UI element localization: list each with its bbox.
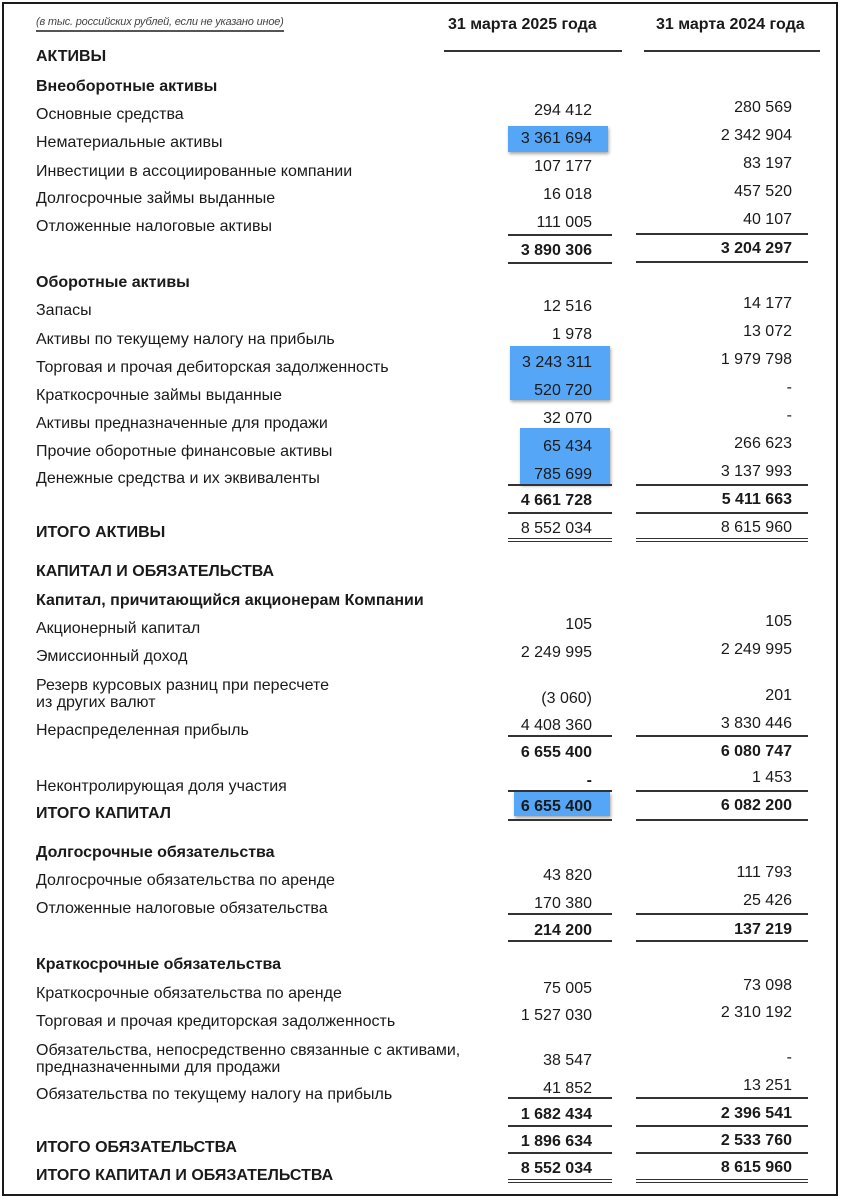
total-rule: [508, 819, 612, 821]
value-2025: 520 720: [534, 382, 592, 399]
value-2025: 75 005: [543, 980, 592, 997]
row-label: Нематериальные активы: [36, 134, 223, 151]
row-label: Краткосрочные обязательства по аренде: [36, 985, 342, 1002]
section-noncurrent-liabilities: Долгосрочные обязательства: [36, 844, 275, 861]
value-2025: 107 177: [534, 158, 592, 175]
value-2024: 2 249 995: [720, 641, 792, 658]
total-rule: [636, 1152, 808, 1154]
row-label: ИТОГО КАПИТАЛ И ОБЯЗАТЕЛЬСТВА: [36, 1167, 334, 1184]
row-label: ИТОГО КАПИТАЛ: [36, 805, 171, 822]
row-label: Активы предназначенные для продажи: [36, 415, 328, 432]
value-2024: 83 197: [743, 155, 792, 172]
row-label: Инвестиции в ассоциированные компании: [36, 163, 353, 180]
row-label: Денежные средства и их эквиваленты: [36, 470, 320, 487]
total-rule: [636, 1125, 808, 1127]
value-2024: 2 342 904: [720, 127, 792, 144]
subtotal-2025: 1 682 434: [520, 1106, 592, 1123]
value-2025: 111 005: [536, 214, 592, 231]
section-shareholders-equity: Капитал, причитающийся акционерам Компании: [36, 592, 424, 609]
row-label: Запасы: [36, 302, 92, 319]
column-header-2025: 31 марта 2025 года: [448, 16, 597, 33]
subtotal-2025: 4 661 728: [520, 492, 592, 509]
balance-sheet-page: [2, 2, 838, 1196]
header-rule-2024: [644, 50, 820, 52]
row-label: Акционерный капитал: [36, 620, 201, 637]
value-2024: 13 251: [743, 1077, 792, 1094]
row-label: Торговая и прочая дебиторская задолженность: [36, 359, 389, 376]
value-2024: 40 107: [743, 211, 792, 228]
total-2024: 8 615 960: [720, 1159, 792, 1176]
subtotal-2024: 2 396 541: [720, 1105, 792, 1122]
section-current-assets: Оборотные активы: [36, 274, 190, 291]
value-2025: 170 380: [534, 895, 592, 912]
total-2025: 8 552 034: [520, 1160, 592, 1177]
value-2025: 65 434: [543, 438, 592, 455]
value-2025: 2 249 995: [520, 644, 592, 661]
value-2025: 1 978: [551, 326, 592, 343]
subtotal-2024: 3 204 297: [720, 240, 792, 257]
value-2025: 294 412: [534, 102, 592, 119]
value-2025: 3 243 311: [522, 354, 592, 371]
total-2025: 8 552 034: [520, 520, 592, 537]
value-2025: 1 527 030: [520, 1007, 592, 1024]
value-2024: 14 177: [743, 295, 792, 312]
subtotal-2024: 5 411 663: [721, 491, 792, 508]
subtotal-rule: [636, 735, 808, 737]
subtotal-2025: 214 200: [534, 922, 592, 939]
row-label-line1: Резерв курсовых разниц при пересчете: [36, 677, 330, 694]
subtotal-rule: [508, 1097, 612, 1099]
value-2024: 3 830 446: [720, 715, 792, 732]
grand-total-double-rule: [508, 538, 612, 542]
header-rule-2025: [444, 50, 622, 52]
subtotal-2024: 137 219: [734, 921, 792, 938]
value-2024: 1 979 798: [720, 351, 792, 368]
value-2025: 43 820: [543, 867, 592, 884]
row-label-line2: предназначенными для продажи: [36, 1059, 281, 1076]
row-label-line2: из других валют: [36, 694, 156, 711]
value-2024: 111 793: [736, 864, 792, 881]
value-2024: 3 137 993: [720, 463, 792, 480]
value-2024: -: [786, 379, 792, 396]
value-2025: 3 361 694: [520, 130, 592, 147]
subtotal-rule: [636, 484, 808, 486]
value-2025: 785 699: [534, 466, 592, 483]
row-label: ИТОГО АКТИВЫ: [36, 524, 166, 541]
value-2025: 32 070: [543, 410, 592, 427]
value-2025: 12 516: [543, 298, 592, 315]
value-2024: 201: [765, 687, 792, 704]
value-2024: -: [786, 1049, 792, 1066]
value-2024: 73 098: [743, 977, 792, 994]
grand-total-double-rule: [636, 1179, 808, 1183]
value-2024: 105: [765, 613, 792, 630]
row-label: Долгосрочные обязательства по аренде: [36, 872, 335, 889]
subtotal-rule: [636, 913, 808, 915]
row-label: Отложенные налоговые обязательства: [36, 900, 328, 917]
section-noncurrent-assets: Внеоборотные активы: [36, 78, 218, 95]
total-rule: [508, 940, 612, 942]
value-2025: (3 060): [541, 690, 592, 707]
value-2024: 13 072: [743, 323, 792, 340]
subtotal-rule: [636, 790, 808, 792]
section-current-liabilities: Краткосрочные обязательства: [36, 956, 282, 973]
subtotal-rule: [508, 484, 612, 486]
grand-total-double-rule: [636, 538, 808, 542]
total-rule: [508, 512, 612, 514]
total-rule: [636, 819, 808, 821]
value-2025: 4 408 360: [520, 717, 592, 734]
total-rule: [508, 1152, 612, 1154]
value-2025: 16 018: [543, 186, 592, 203]
row-label: Краткосрочные займы выданные: [36, 387, 283, 404]
value-2025: 38 547: [543, 1052, 592, 1069]
total-2025: 1 896 634: [520, 1133, 592, 1150]
units-note: (в тыс. российских рублей, если не указано иное): [36, 16, 284, 32]
row-label: Обязательства по текущему налогу на прибыль: [36, 1086, 393, 1103]
value-2024: -: [786, 407, 792, 424]
row-label: Эмиссионный доход: [36, 648, 188, 665]
row-label: Торговая и прочая кредиторская задолженность: [36, 1013, 396, 1030]
subtotal-rule: [636, 233, 808, 235]
value-2024: 2 310 192: [720, 1004, 792, 1021]
row-label: Неконтролирующая доля участия: [36, 778, 287, 795]
section-equity-liabilities: КАПИТАЛ И ОБЯЗАТЕЛЬСТВА: [36, 563, 275, 580]
row-label: Активы по текущему налогу на прибыль: [36, 331, 335, 348]
subtotal-2025: 6 655 400: [520, 744, 592, 761]
value-2025: 41 852: [543, 1080, 592, 1097]
total-2024: 8 615 960: [720, 519, 792, 536]
subtotal-2025: 3 890 306: [520, 242, 592, 259]
total-rule: [508, 262, 612, 264]
row-label: Основные средства: [36, 106, 184, 123]
value-2024: 1 453: [751, 769, 792, 786]
total-2024: 6 082 200: [720, 797, 792, 814]
total-2024: 2 533 760: [720, 1132, 792, 1149]
value-2024: 457 520: [734, 183, 792, 200]
total-rule: [636, 940, 808, 942]
subtotal-rule: [508, 735, 612, 737]
subtotal-rule: [636, 1097, 808, 1099]
subtotal-rule: [508, 913, 612, 915]
total-rule: [636, 261, 808, 263]
grand-total-double-rule: [508, 1179, 612, 1183]
total-2025: 6 655 400: [520, 798, 592, 815]
subtotal-2024: 6 080 747: [720, 743, 792, 760]
row-label: Нераспределенная прибыль: [36, 722, 249, 739]
row-label: Прочие оборотные финансовые активы: [36, 443, 333, 460]
total-rule: [636, 512, 808, 514]
section-assets: АКТИВЫ: [36, 48, 107, 65]
row-label: Долгосрочные займы выданные: [36, 190, 276, 207]
column-header-2024: 31 марта 2024 года: [656, 16, 805, 33]
value-2024: 266 623: [734, 435, 792, 452]
value-2025: 105: [565, 616, 592, 633]
value-2024: 25 426: [743, 892, 792, 909]
row-label: ИТОГО ОБЯЗАТЕЛЬСТВА: [36, 1139, 237, 1156]
row-label-line1: Обязательства, непосредственно связанные с активами,: [36, 1042, 461, 1059]
total-rule: [508, 1125, 612, 1127]
row-label: Отложенные налоговые активы: [36, 218, 272, 235]
subtotal-rule: [508, 234, 612, 236]
value-2025: -: [586, 772, 592, 789]
value-2024: 280 569: [734, 99, 792, 116]
